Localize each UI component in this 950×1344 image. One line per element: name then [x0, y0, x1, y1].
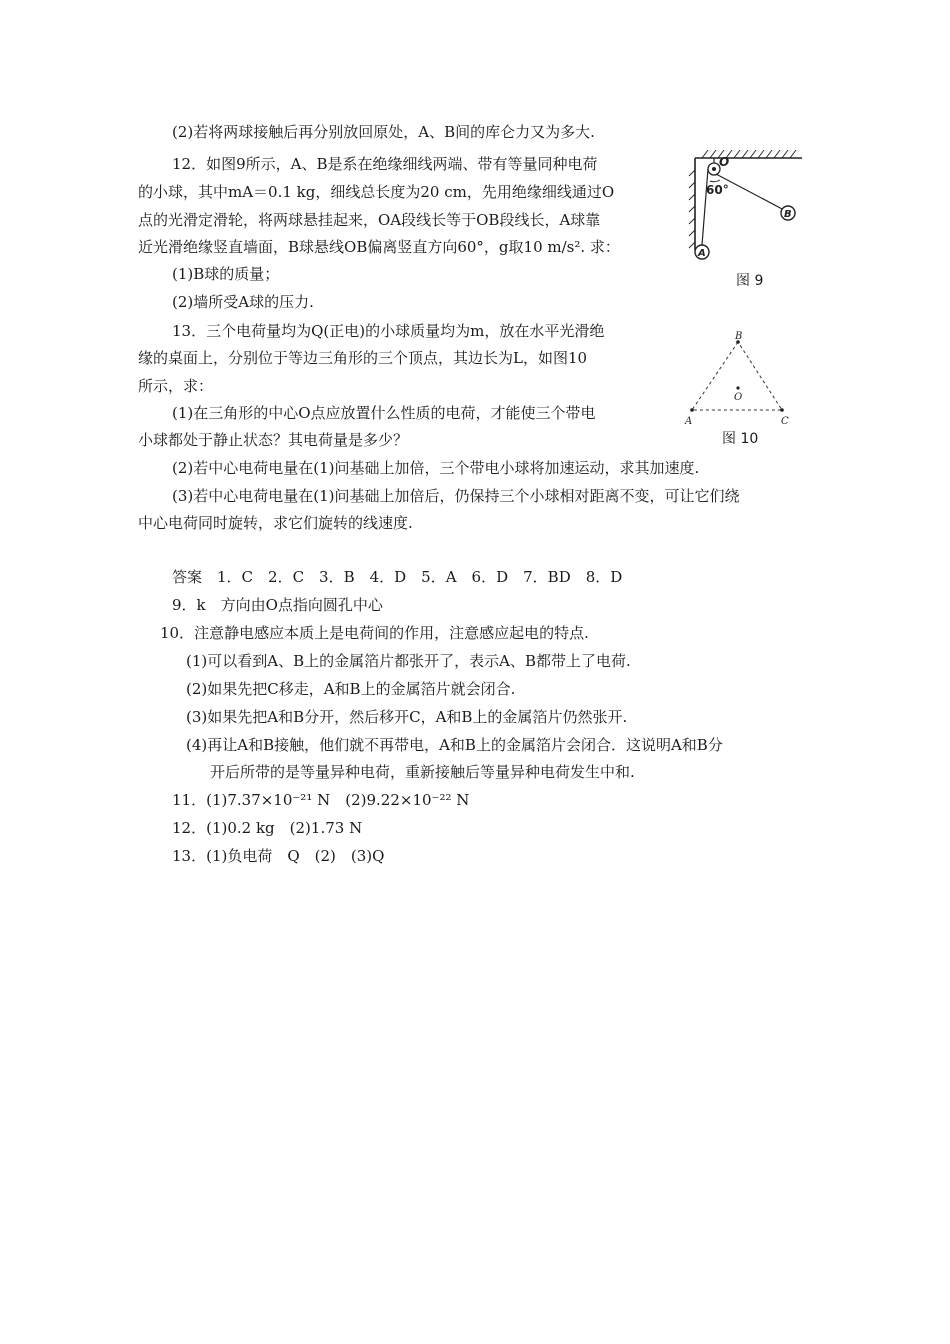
fig10-label-o: O	[734, 392, 743, 403]
p12-question-1: (1)B球的质量；	[172, 265, 280, 283]
fig9-label-a: A	[698, 248, 706, 259]
p13-question-3b: 中心电荷同时旋转，求它们旋转的线速度.	[138, 514, 413, 532]
p12-question-2: (2)墙所受A球的压力.	[172, 293, 314, 311]
p12-line-4: 近光滑绝缘竖直墙面，B球悬线OB偏离竖直方向60°，g取10 m/s². 求：	[138, 238, 620, 256]
answer-10-1: (1)可以看到A、B上的金属箔片都张开了，表示A、B都带上了电荷.	[186, 652, 631, 670]
figure-10-diagram	[680, 328, 796, 430]
answers-1-8: 答案 1．C 2．C 3．B 4．D 5．A 6．D 7．BD 8．D	[172, 568, 623, 586]
figure-9-diagram	[680, 150, 806, 264]
figure-10-caption: 图 10	[722, 431, 759, 447]
fig10-label-a: A	[685, 416, 693, 427]
answer-10-4a: (4)再让A和B接触，他们就不再带电，A和B上的金属箔片会闭合．这说明A和B分	[186, 736, 723, 754]
answer-10-head: 10．注意静电感应本质上是电荷间的作用，注意感应起电的特点.	[160, 624, 589, 642]
answer-12: 12．(1)0.2 kg (2)1.73 N	[172, 819, 363, 837]
p12-line-1: 12．如图9所示，A、B是系在绝缘细线两端、带有等量同种电荷	[172, 155, 598, 173]
answer-10-4b: 开后所带的是等量异种电荷，重新接触后等量异种电荷发生中和.	[210, 763, 635, 781]
answer-11: 11．(1)7.37×10⁻²¹ N (2)9.22×10⁻²² N	[172, 791, 470, 809]
answer-10-2: (2)如果先把C移走，A和B上的金属箔片就会闭合.	[186, 680, 516, 698]
fig9-label-o: O	[719, 155, 730, 169]
figure-9-caption: 图 9	[736, 273, 764, 289]
p13-question-3a: (3)若中心电荷电量在(1)问基础上加倍后，仍保持三个小球相对距离不变，可让它们绕	[172, 487, 740, 505]
answer-10-3: (3)如果先把A和B分开，然后移开C，A和B上的金属箔片仍然张开.	[186, 708, 628, 726]
fig9-label-b: B	[784, 209, 792, 220]
p12-line-3: 点的光滑定滑轮，将两球悬挂起来，OA段线长等于OB段线长，A球靠	[138, 211, 601, 229]
p13-line-3: 所示，求：	[138, 377, 214, 395]
fig10-label-b: B	[735, 331, 743, 342]
p11-question-2: (2)若将两球接触后再分别放回原处，A、B间的库仑力又为多大.	[172, 123, 595, 141]
p13-question-1b: 小球都处于静止状态？其电荷量是多少？	[138, 431, 409, 449]
p13-question-1a: (1)在三角形的中心O点应放置什么性质的电荷，才能使三个带电	[172, 404, 596, 422]
p13-question-2: (2)若中心电荷电量在(1)问基础上加倍，三个带电小球将加速运动，求其加速度.	[172, 459, 700, 477]
p13-line-2: 缘的桌面上，分别位于等边三角形的三个顶点，其边长为L，如图10	[138, 349, 588, 367]
answer-13: 13．(1)负电荷 Q (2) (3)Q	[172, 847, 385, 865]
answer-9: 9．k 方向由O点指向圆孔中心	[172, 596, 383, 614]
fig10-label-c: C	[781, 416, 789, 427]
fig9-angle-label: 60°	[706, 183, 729, 197]
p12-line-2: 的小球，其中mA＝0.1 kg，细线总长度为20 cm，先用绝缘细线通过O	[138, 183, 615, 201]
p13-line-1: 13．三个电荷量均为Q(正电)的小球质量均为m，放在水平光滑绝	[172, 322, 605, 340]
